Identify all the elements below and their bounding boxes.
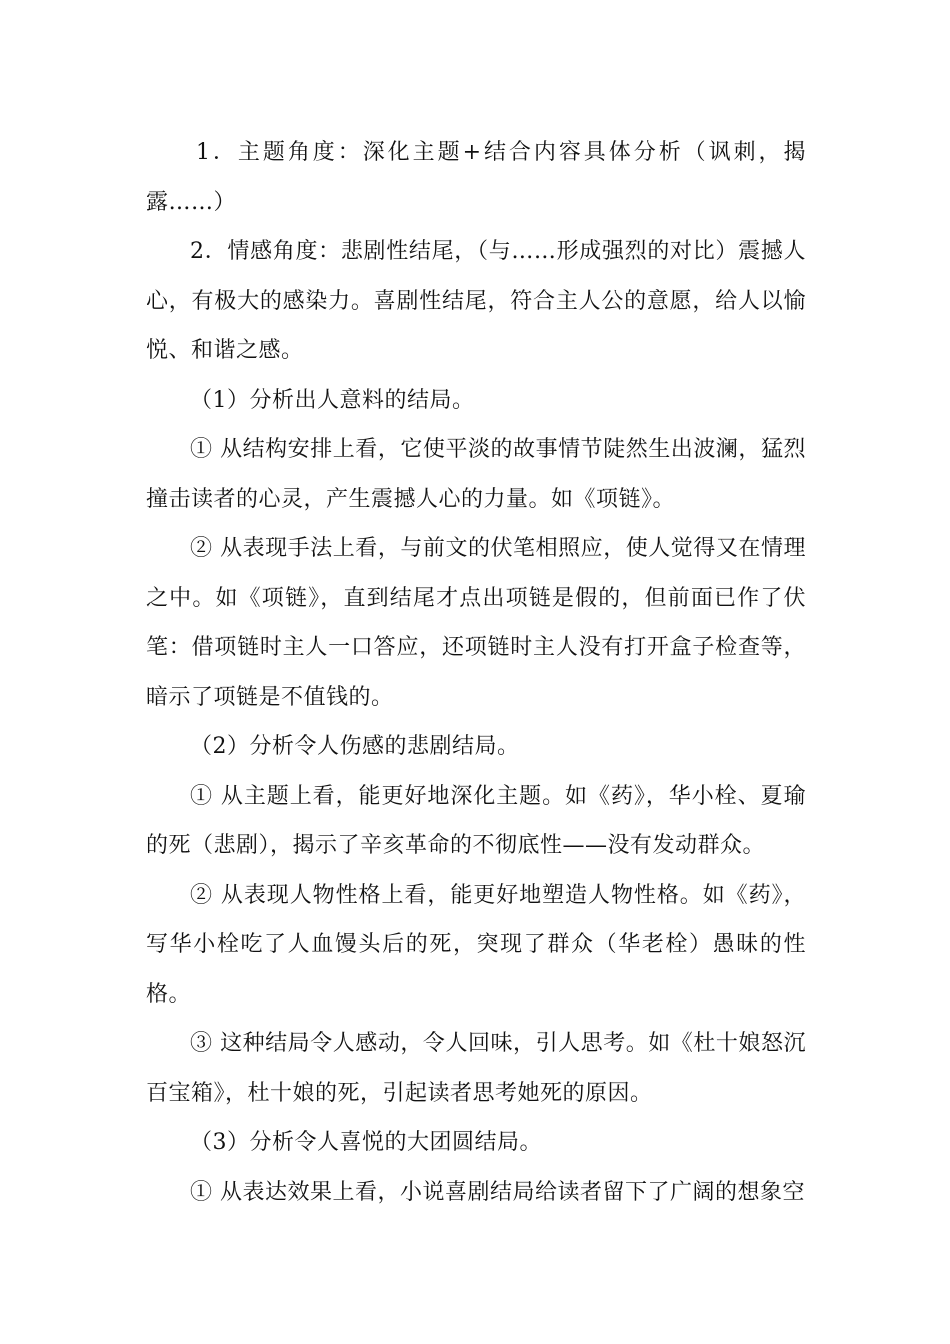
paragraph-character: ② 从表现人物性格上看，能更好地塑造人物性格。如《药》，写华小栓吃了人血馒头后的死，突现了群众（华老栓）愚昧的性格。	[146, 882, 806, 1007]
paragraph-structure: ① 从结构安排上看，它使平淡的故事情节陡然生出波澜，猛烈撞击读者的心灵，产生震撼人心的力量。如《项链》。	[146, 437, 806, 512]
paragraph-expression-effect: ① 从表达效果上看，小说喜剧结局给读者留下了广阔的想象空	[190, 1179, 805, 1205]
heading-unexpected-ending: （1）分析出人意料的结局。	[190, 387, 475, 413]
paragraph-theme-deepen: ① 从主题上看，能更好地深化主题。如《药》，华小栓、夏瑜的死（悲剧），揭示了辛亥革命的不彻底性——没有发动群众。	[146, 783, 806, 858]
paragraph-moving: ③ 这种结局令人感动，令人回味，引人思考。如《杜十娘怒沉百宝箱》，杜十娘的死，引起读者思考她死的原因。	[146, 1031, 806, 1106]
heading-happy-ending: （3）分析令人喜悦的大团圆结局。	[190, 1130, 542, 1155]
paragraph-theme-angle: 1．主题角度：深化主题+结合内容具体分析（讽刺，揭露……）	[146, 140, 806, 215]
document-page	[146, 128, 806, 1217]
paragraph-technique: ② 从表现手法上看，与前文的伏笔相照应，使人觉得又在情理之中。如《项链》，直到结尾才点出项链是假的，但前面已作了伏笔：借项链时主人一口答应，还项链时主人没有打开盒子检查等，暗示了项链是不值钱的。	[146, 536, 806, 710]
heading-tragic-ending: （2）分析令人伤感的悲剧结局。	[190, 734, 520, 759]
paragraph-emotion-angle: 2．情感角度：悲剧性结尾，（与……形成强烈的对比）震撼人心，有极大的感染力。喜剧性结尾，符合主人公的意愿，给人以愉悦、和谐之感。	[146, 239, 806, 363]
